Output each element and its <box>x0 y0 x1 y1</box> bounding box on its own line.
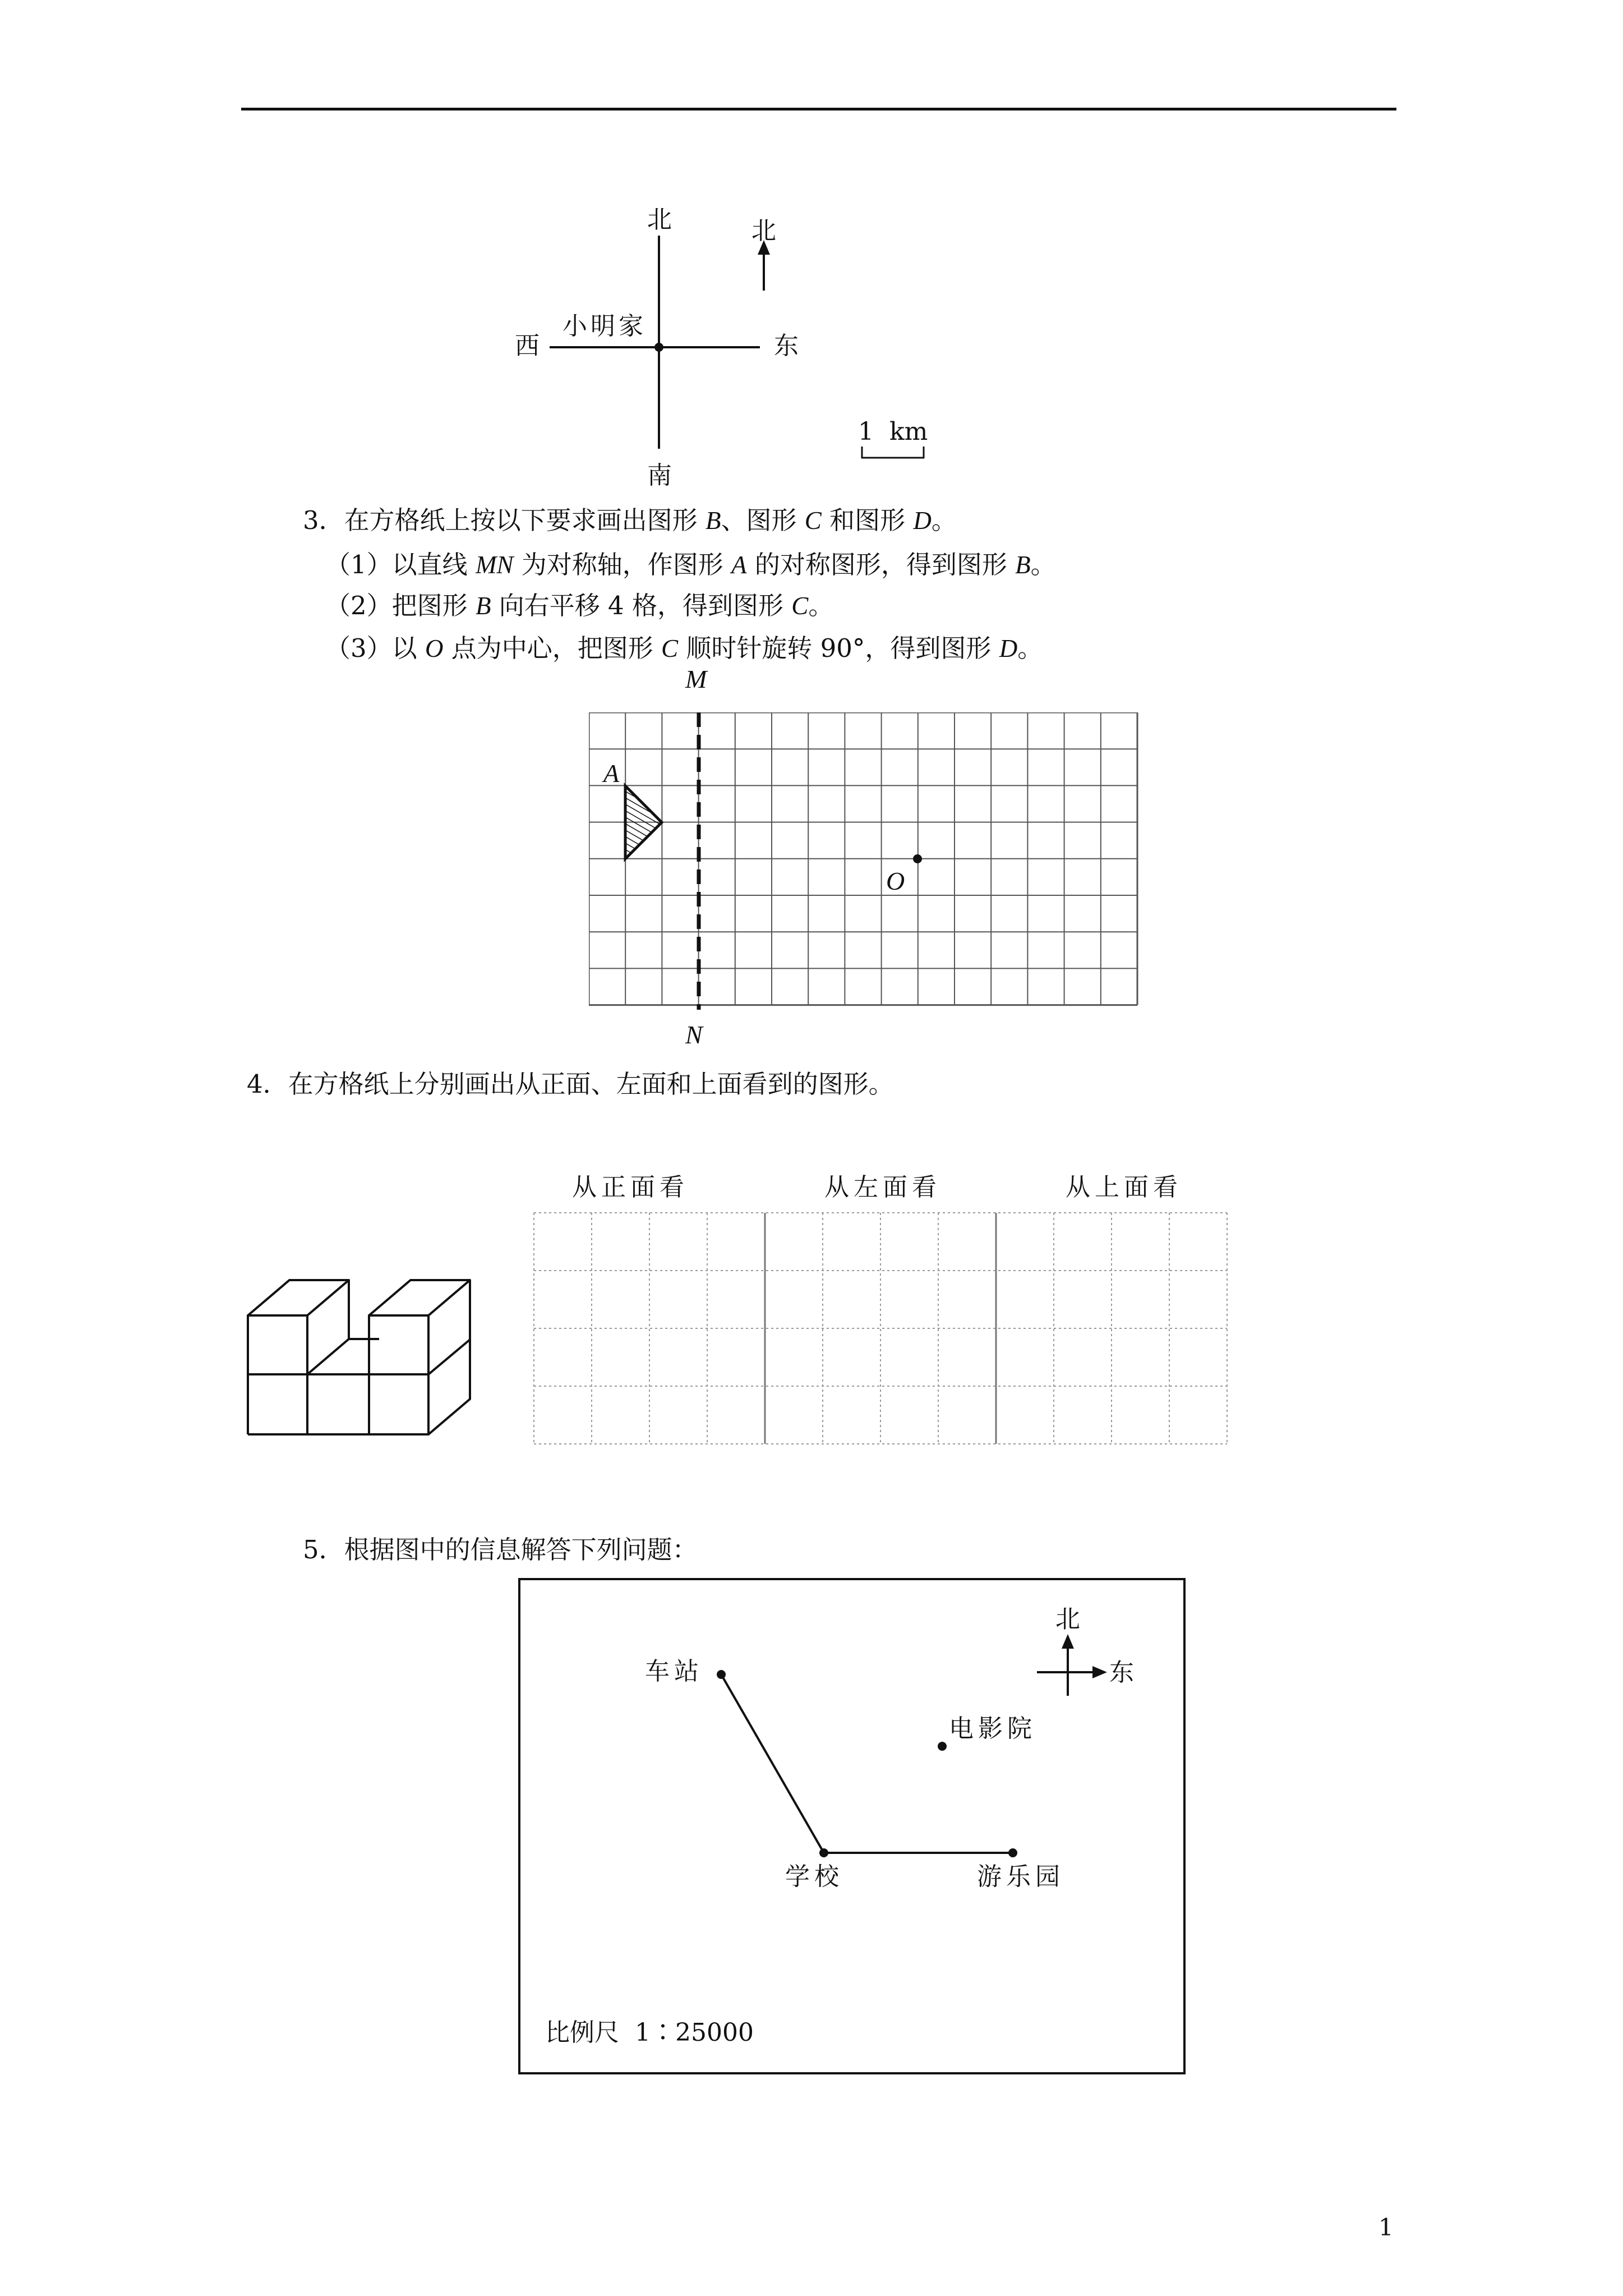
q3-grid-lines <box>589 712 1137 1005</box>
q3-sub3: （3）以 O 点为中心，把图形 C 顺时针旋转 90°，得到图形 D。 <box>325 633 1043 663</box>
north-arrow-label: 北 <box>751 217 776 245</box>
route-station-school <box>721 1674 824 1853</box>
compass-south-label: 南 <box>647 461 672 490</box>
map-scale-label: 比例尺 1∶25000 <box>545 2018 754 2047</box>
home-compass-figure <box>494 196 953 494</box>
label-m: M <box>685 665 707 693</box>
map-east-arrowhead <box>1092 1666 1107 1678</box>
point-o <box>913 854 922 863</box>
q3-grid-figure <box>589 712 1138 1015</box>
label-a: A <box>603 759 620 788</box>
views-drawing-grid <box>533 1212 1234 1447</box>
station-point <box>717 1670 726 1679</box>
view-left-label: 从左面看 <box>824 1173 941 1202</box>
station-label: 车站 <box>645 1657 703 1686</box>
compass-west-label: 西 <box>515 332 540 360</box>
cinema-label: 电影院 <box>949 1714 1036 1743</box>
school-point <box>819 1848 828 1857</box>
header-rule <box>241 108 1396 111</box>
park-label: 游乐园 <box>977 1862 1064 1891</box>
park-point <box>1008 1848 1017 1857</box>
school-label: 学校 <box>785 1862 843 1891</box>
q3-sub2: （2）把图形 B 向右平移 4 格，得到图形 C。 <box>325 591 834 620</box>
shape-a-triangle <box>625 786 662 859</box>
view-front-label: 从正面看 <box>572 1173 689 1202</box>
q3-prompt: 3．在方格纸上按以下要求画出图形 B、图形 C 和图形 D。 <box>303 505 957 535</box>
home-point <box>654 343 663 352</box>
cube-solid-figure <box>241 1228 488 1442</box>
home-label: 小明家 <box>562 312 647 341</box>
map-north-arrowhead <box>1062 1634 1074 1649</box>
compass-east-label: 东 <box>774 332 799 360</box>
map-north-label: 北 <box>1055 1605 1080 1634</box>
scale-label: 1 km <box>858 417 928 446</box>
page-number: 1 <box>1378 2214 1394 2241</box>
map-drawing <box>518 1578 1186 2074</box>
q3-sub1: （1）以直线 MN 为对称轴，作图形 A 的对称图形，得到图形 B。 <box>325 550 1056 579</box>
compass-north-label: 北 <box>647 205 672 234</box>
q5-prompt: 5．根据图中的信息解答下列问题： <box>303 1535 698 1565</box>
map-east-label: 东 <box>1109 1658 1134 1687</box>
cinema-point <box>938 1742 947 1751</box>
view-top-label: 从上面看 <box>1066 1173 1182 1202</box>
label-o: O <box>886 867 905 895</box>
label-n: N <box>685 1020 703 1049</box>
q4-prompt: 4．在方格纸上分别画出从正面、左面和上面看到的图形。 <box>247 1069 894 1099</box>
